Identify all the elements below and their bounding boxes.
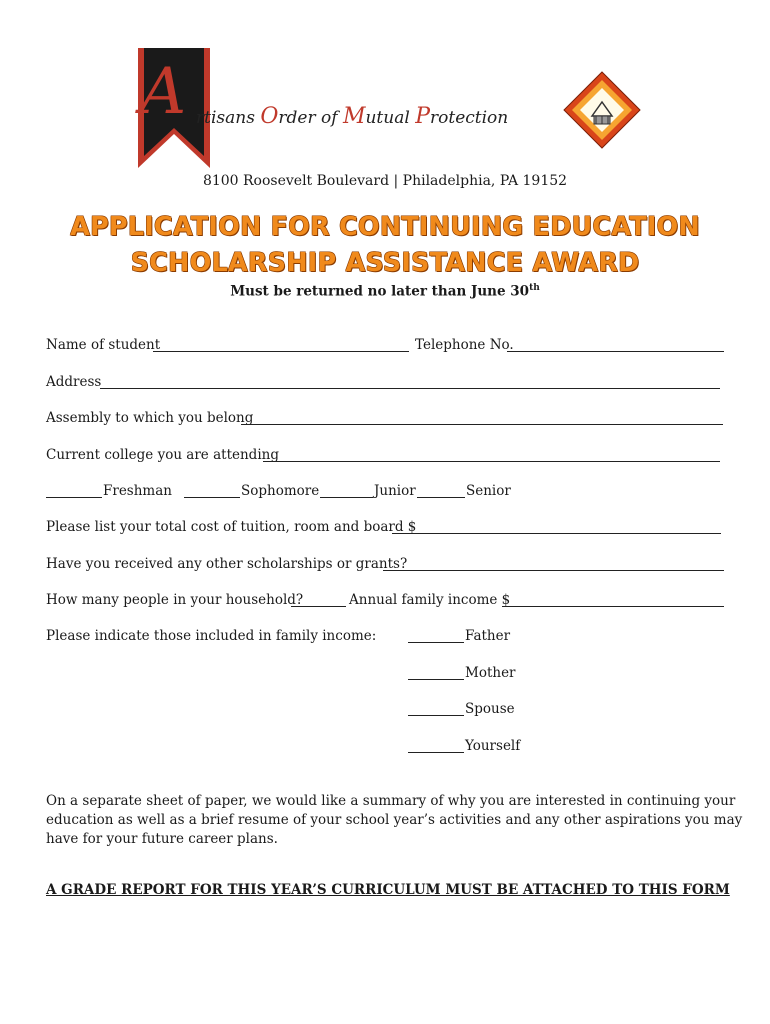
telephone-input-line[interactable] — [507, 351, 724, 352]
father-checkline[interactable] — [408, 642, 464, 643]
address-input-line[interactable] — [100, 388, 720, 389]
scholarships-label: Have you received any other scholarships or grants? — [46, 556, 408, 572]
household-input-line[interactable] — [291, 606, 346, 607]
freshman-label: Freshman — [103, 483, 172, 499]
senior-label: Senior — [466, 483, 511, 499]
assembly-label: Assembly to which you belong — [46, 410, 254, 426]
sophomore-label: Sophomore — [241, 483, 320, 499]
spouse-label: Spouse — [465, 701, 515, 717]
sophomore-checkline[interactable] — [184, 497, 240, 498]
name-label: Name of student — [46, 337, 161, 353]
name-input-line[interactable] — [153, 351, 409, 352]
logo-name: rtisans Order of Mutual Protection — [196, 104, 509, 129]
mother-label: Mother — [465, 665, 516, 681]
senior-checkline[interactable] — [417, 497, 465, 498]
college-input-line[interactable] — [263, 461, 720, 462]
logo-big-a: A — [140, 55, 187, 129]
org-address: 8100 Roosevelt Boulevard | Philadelphia, PA 19152 — [202, 173, 568, 189]
household-label: How many people in your household? — [46, 592, 304, 608]
yourself-checkline[interactable] — [408, 752, 464, 753]
scholarships-input-line[interactable] — [383, 570, 724, 571]
junior-checkline[interactable] — [320, 497, 373, 498]
page-title-line-1: APPLICATION FOR CONTINUING EDUCATION — [70, 212, 700, 242]
grade-report-notice: A GRADE REPORT FOR THIS YEAR’S CURRICULUM MUST BE ATTACHED TO THIS FORM — [46, 882, 730, 898]
freshman-checkline[interactable] — [46, 497, 102, 498]
deadline-note: Must be returned no later than June 30th — [230, 283, 540, 300]
included-label: Please indicate those included in family income: — [46, 628, 377, 644]
income-label: Annual family income $ — [349, 592, 511, 608]
address-label: Address — [46, 374, 102, 390]
cost-input-line[interactable] — [392, 533, 721, 534]
telephone-label: Telephone No. — [415, 337, 514, 353]
seal-emblem-icon — [562, 70, 642, 150]
summary-paragraph: On a separate sheet of paper, we would like a summary of why you are interested in continuing your education as well as a brief resume of your school year’s activities and any other aspirations you may have for your future career plans. — [46, 793, 743, 847]
yourself-label: Yourself — [465, 738, 521, 754]
page-title-line-2: SCHOLARSHIP ASSISTANCE AWARD — [130, 248, 640, 278]
mother-checkline[interactable] — [408, 679, 464, 680]
father-label: Father — [465, 628, 511, 644]
assembly-input-line[interactable] — [241, 424, 723, 425]
income-input-line[interactable] — [502, 606, 724, 607]
junior-label: Junior — [374, 483, 416, 499]
college-label: Current college you are attending — [46, 447, 279, 463]
cost-label: Please list your total cost of tuition, room and board $ — [46, 519, 417, 535]
spouse-checkline[interactable] — [408, 715, 464, 716]
